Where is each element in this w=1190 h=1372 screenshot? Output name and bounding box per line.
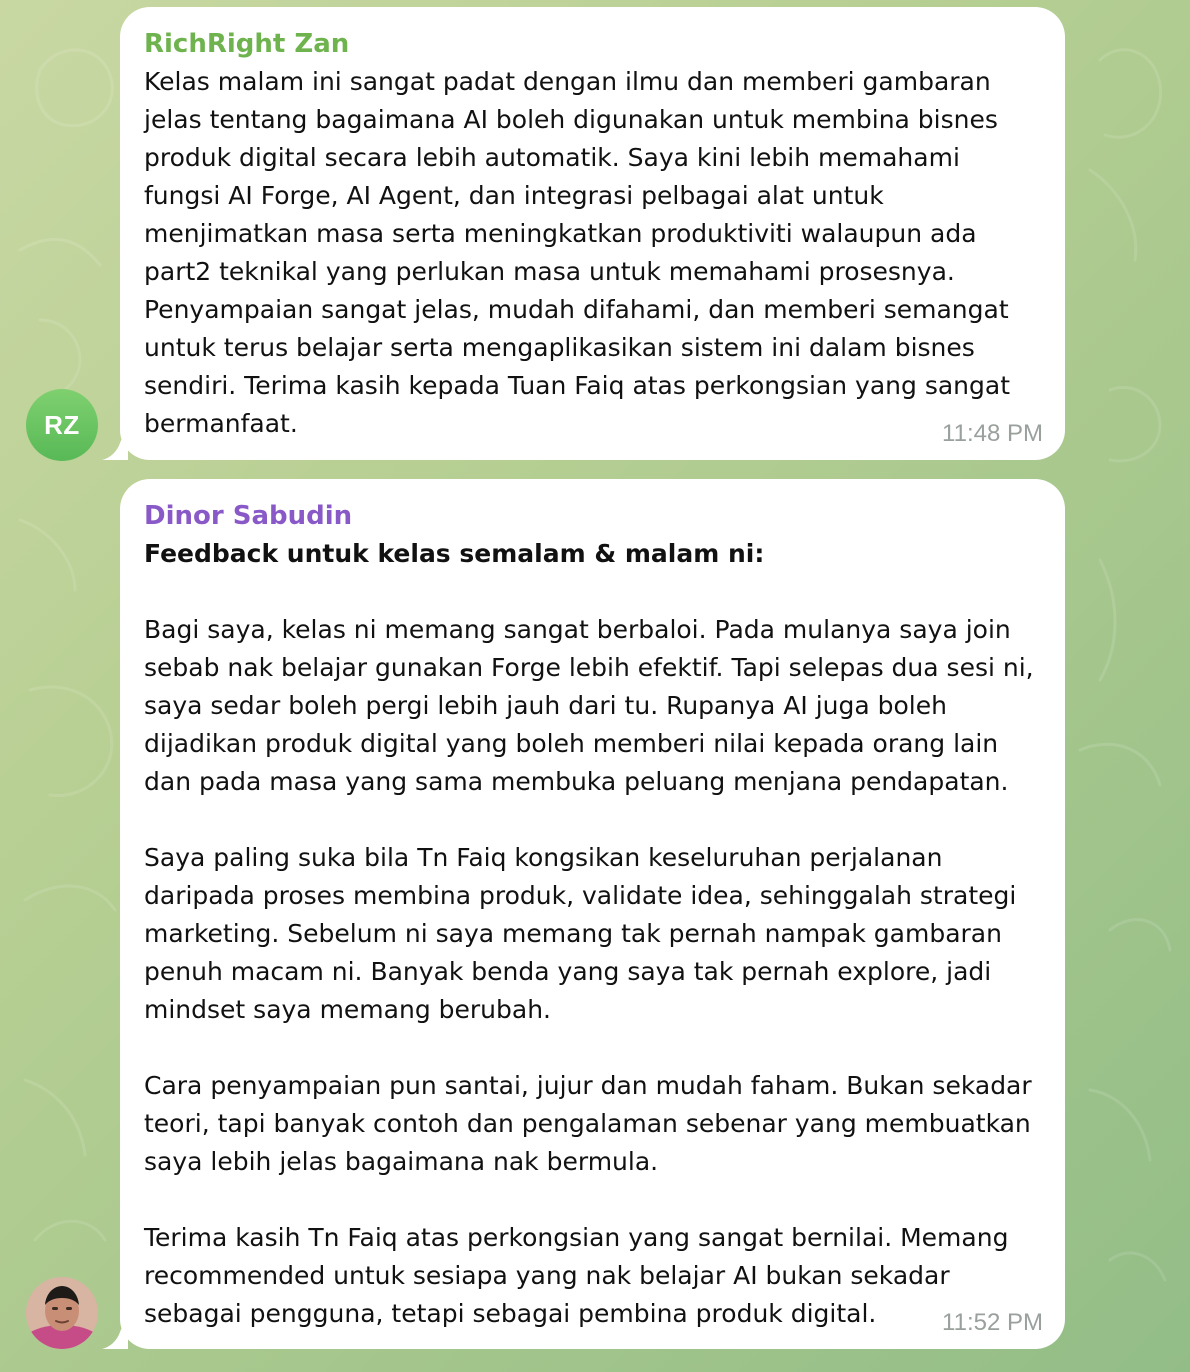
message-heading: Feedback untuk kelas semalam & malam ni:: [144, 539, 765, 568]
avatar[interactable]: [26, 1277, 98, 1349]
message-bubble[interactable]: [120, 7, 1065, 460]
message-sender-name[interactable]: Dinor Sabudin: [144, 501, 353, 531]
user-photo: [26, 1277, 98, 1349]
message-paragraph: Terima kasih Tn Faiq atas perkongsian yang sangat bernilai. Memang recommended untuk sesiapa yang nak belajar AI bukan sekadar sebagai pengguna, tetapi sebagai pembina produk digital.: [144, 1223, 1017, 1328]
message-paragraph: Cara penyampaian pun santai, jujur dan mudah faham. Bukan sekadar teori, tapi banyak contoh dan pengalaman sebenar yang membuatkan saya lebih jelas bagaimana nak bermula.: [144, 1071, 1040, 1176]
blank-line: [144, 1029, 1041, 1067]
bubble-tail: [102, 1323, 128, 1349]
avatar[interactable]: RZ: [26, 389, 98, 461]
message-text: Kelas malam ini sangat padat dengan ilmu dan memberi gambaran jelas tentang bagaimana AI boleh digunakan untuk membina bisnes produk digital secara lebih automatik. Saya kini lebih memahami fungsi AI Forge, AI Agent, dan integrasi pelbagai alat untuk menjimatkan masa serta meningkatkan produktiviti walaupun ada part2 teknikal yang perlukan masa untuk memahami prosesnya. Penyampaian sangat jelas, mudah difahami, dan memberi semangat untuk terus belajar serta mengaplikasikan sistem ini dalam bisnes sendiri. Terima kasih kepada Tuan Faiq atas perkongsian yang sangat bermanfaat.: [144, 67, 1018, 438]
message-bubble[interactable]: [120, 479, 1065, 1349]
message-paragraph: Saya paling suka bila Tn Faiq kongsikan keseluruhan perjalanan daripada proses membina produk, validate idea, sehinggalah strategi marketing. Sebelum ni saya memang tak pernah nampak gambaran penuh macam ni. Banyak benda yang saya tak pernah explore, jadi mindset saya memang berubah.: [144, 843, 1025, 1024]
message-paragraph: Bagi saya, kelas ni memang sangat berbaloi. Pada mulanya saya join sebab nak belajar gunakan Forge lebih efektif. Tapi selepas dua sesi ni, saya sedar boleh pergi lebih jauh dari tu. Rupanya AI juga boleh dijadikan produk digital yang boleh memberi nilai kepada orang lain dan pada masa yang sama membuka peluang menjana pendapatan.: [144, 615, 1042, 796]
blank-line: [144, 1181, 1041, 1219]
blank-line: [144, 573, 1041, 611]
message-timestamp: 11:52 PM: [942, 1309, 1043, 1336]
bubble-tail: [102, 434, 128, 460]
message-timestamp: 11:48 PM: [942, 420, 1043, 447]
blank-line: [144, 801, 1041, 839]
message-sender-name[interactable]: RichRight Zan: [144, 29, 350, 59]
